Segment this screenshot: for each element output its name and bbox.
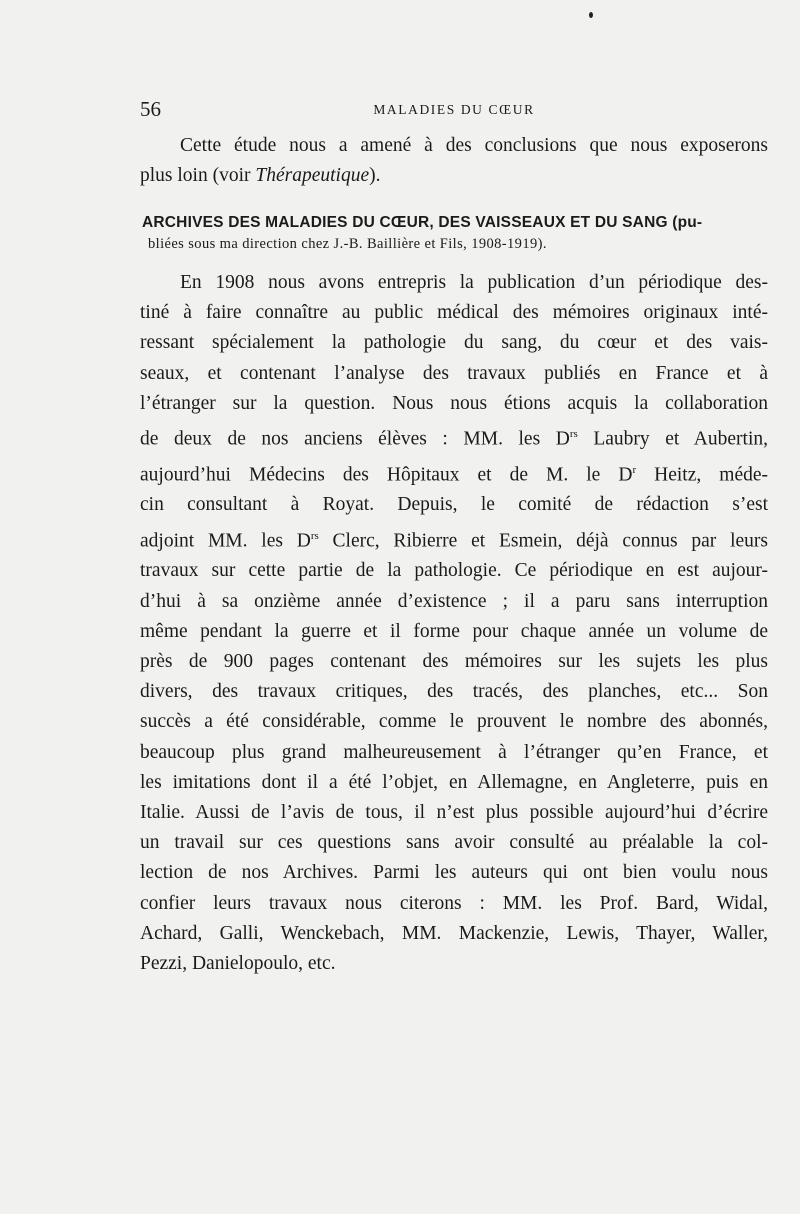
text-line: même pendant la guerre et il forme pour chaque année un volume de (140, 620, 768, 642)
text-line: Cette étude nous a amené à des conclusions que nous exposerons (180, 135, 768, 156)
text-line: de deux de nos anciens élèves : MM. les $D^{rs}$ Laubry et Aubertin, (140, 428, 769, 450)
page-number: 56 (140, 97, 161, 121)
text-line: Italie. Aussi de l’avis de tous, il n’est plus possible aujourd’hui d’écrire (140, 801, 768, 823)
text-line: l’étranger sur la question. Nous nous étions acquis la collaboration (140, 392, 768, 414)
text-line: beaucoup plus grand malheureusement à l’étranger qu’en France, et (140, 741, 768, 763)
text-line: seaux, et contenant l’analyse des travaux publiés en France et à (140, 362, 768, 384)
text-line: cin consultant à Royat. Depuis, le comité de rédaction s’est (140, 494, 768, 516)
heading-title: ARCHIVES DES MALADIES DU CŒUR, DES VAISSEAUX ET DU SANG (142, 214, 668, 231)
text-line: ressant spécialement la pathologie du sang, du cœur et des vais- (140, 332, 768, 354)
text-line: près de 900 pages contenant des mémoires sur les sujets les plus (140, 650, 768, 672)
text-line: Achard, Galli, Wenckebach, MM. Mackenzie, Lewis, Thayer, Waller, (140, 922, 768, 944)
ink-speck (589, 12, 593, 18)
therapeutique-reference: Thérapeutique (255, 165, 370, 186)
running-title: MALADIES DU CŒUR (373, 102, 535, 117)
heading-publication-line: bliées sous ma direction chez J.-B. Baillière et Fils, 1908-1919). (148, 236, 547, 252)
heading-line: ARCHIVES DES MALADIES DU CŒUR, DES VAISSEAUX ET DU SANG (pu- (142, 214, 703, 231)
text-line: un travail sur ces questions sans avoir consulté au préalable la col- (140, 832, 768, 854)
intro-paragraph (140, 131, 768, 191)
text-line: Pezzi, Danielopoulo, etc. (140, 952, 336, 974)
section-heading (142, 212, 768, 254)
text-line: succès a été considérable, comme le prouvent le nombre des abonnés, (140, 711, 768, 733)
text-line: les imitations dont il a été l’objet, en Allemagne, en Angleterre, puis en (140, 771, 768, 793)
text-line: confier leurs travaux nous citerons : MM. les Prof. Bard, Widal, (140, 892, 768, 914)
text-line: d’hui à sa onzième année d’existence ; il a paru sans interruption (140, 590, 768, 612)
text-line: lection de nos Archives. Parmi les auteurs qui ont bien voulu nous (140, 862, 768, 884)
body-paragraph (140, 268, 768, 979)
text-line: travaux sur cette partie de la pathologie. Ce périodique en est aujour- (140, 560, 768, 582)
text-line: En 1908 nous avons entrepris la publication d’un périodique des- (180, 272, 768, 293)
text-line: aujourd’hui Médecins des Hôpitaux et de M. le $D^r$ Heitz, méde- (140, 463, 769, 486)
text-line: adjoint MM. les $D^{rs}$ Clerc, Ribierre et Esmein, déjà connus par leurs (140, 529, 768, 552)
page-header (140, 97, 768, 123)
text-line: divers, des travaux critiques, des tracés, des planches, etc... Son (140, 681, 768, 703)
text-line: tiné à faire connaître au public médical des mémoires originaux inté- (140, 302, 768, 324)
text-line: plus loin (voir Thérapeutique). (140, 165, 381, 186)
